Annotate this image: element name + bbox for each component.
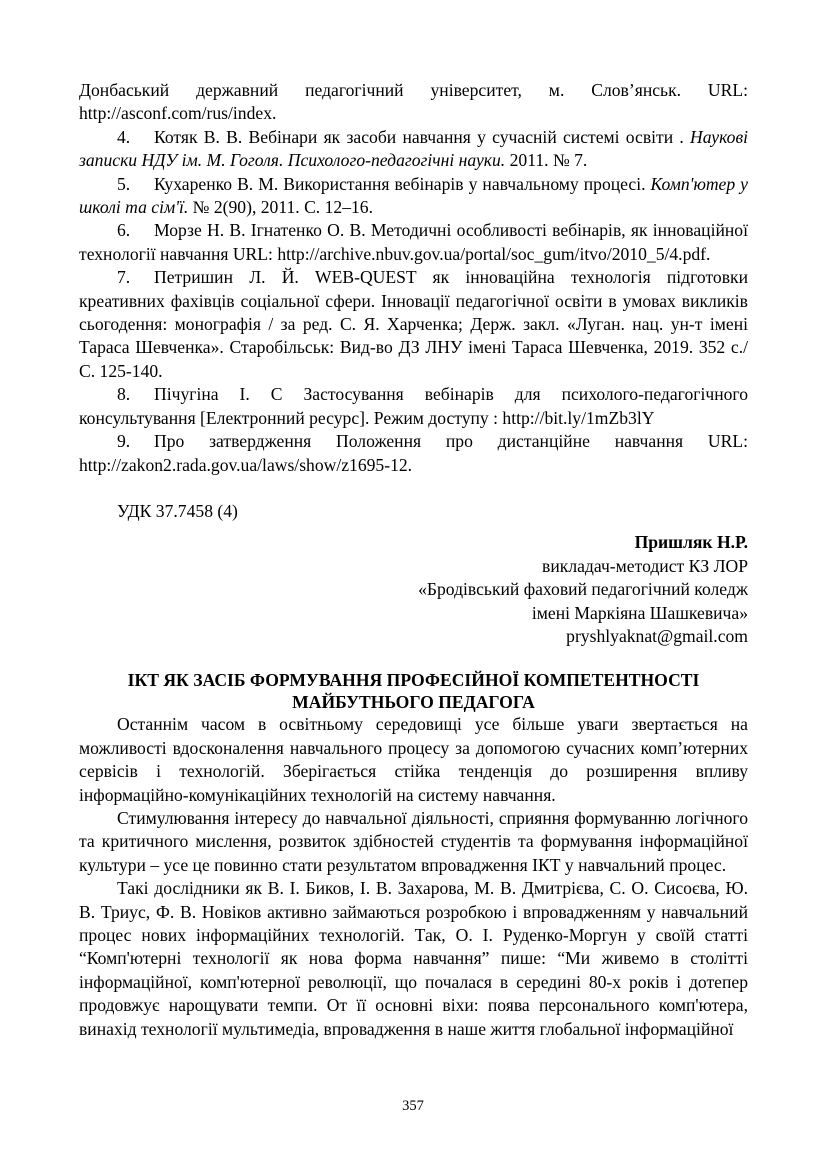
reference-6 [79, 219, 748, 266]
reference-text: Пічугіна І. С Застосування вебінарів для психолого-педагогічного консультування [Електронний ресурс]. Режим доступу : http://bit.ly/1mZb3lY [79, 384, 748, 428]
article-paragraph-3: Такі дослідники як В. І. Биков, І. В. Захарова, М. В. Дмитрієва, С. О. Сисоєва, Ю. В. Триус, Ф. В. Новіков активно займаються розробкою і впровадженням у навчальний процес нових інформаційних технологій. Так, О. І. Руденко-Моргун у своїй статті “Комп'ютерні технології як нова форма навчання” пише: “Ми живемо в столітті інформаційної, комп'ютерної революції, що почалася в середині 80-х років і дотепер продовжує нарощувати темпи. От її основні віхи: поява персонального комп'ютера, винахід технології мультимедіа, впровадження в наше життя глобальної інформаційної [79, 878, 748, 1039]
reference-5 [79, 173, 748, 220]
page-content [79, 79, 748, 1041]
reference-3-tail: Донбаський державний педагогічний університет, м. Слов’янськ. URL: http://asconf.com/rus/index. [79, 80, 748, 124]
reference-9 [79, 430, 748, 477]
author-institution-line-1: «Бродівський фаховий педагогічний коледж [418, 579, 748, 600]
reference-text: Котяк В. В. Вебінари як засоби навчання у сучасній системі освіти . [154, 126, 684, 147]
reference-number: 7. [117, 267, 131, 288]
udk-code: УДК 37.7458 (4) [117, 500, 238, 521]
reference-tail: № 2(90), 2011. С. 12–16. [188, 197, 373, 218]
reference-number: 8. [117, 384, 131, 405]
article-paragraph-1: Останнім часом в освітньому середовищі усе більше уваги звертається на можливості вдосконалення навчального процесу за допомогою сучасних комп’ютерних сервісів і технологій. Зберігається стійка тенденція до розширення впливу інформаційно-комунікаційних технологій на систему навчання. [79, 714, 748, 805]
reference-number: 9. [117, 431, 131, 452]
author-institution-line-2: імені Маркіяна Шашкевича» [531, 602, 748, 623]
reference-text: Про затвердження Положення про дистанційне навчання URL: http://zakon2.rada.gov.ua/laws/show/z1695-12. [79, 431, 748, 475]
reference-text: Кухаренко В. М. Використання вебінарів у навчальному процесі. [154, 173, 646, 194]
page-number: 357 [402, 1098, 424, 1114]
author-block [79, 531, 748, 648]
reference-number: 5. [117, 173, 131, 194]
reference-tail: 2011. № 7. [505, 150, 588, 171]
reference-7 [79, 266, 748, 383]
reference-number: 4. [117, 126, 131, 147]
author-name: Пришляк Н.Р. [634, 532, 748, 553]
author-email: pryshlyaknat@gmail.com [566, 625, 748, 646]
reference-source: Комп'ютер у школі та сім'ї. [79, 173, 748, 218]
author-position: викладач-методист КЗ ЛОР [542, 555, 748, 576]
article-title-line-2: МАЙБУТНЬОГО ПЕДАГОГА [292, 692, 535, 713]
reference-text: Петришин Л. Й. WEB-QUEST як інноваційна технологія підготовки креативних фахівців соціальної сфери. Інновації педагогічної освіти в умовах викликів сьогодення: монографія / за ред. С. Я. Харченка; Держ. закл. «Луган. нац. ун-т імені Тараса Шевченка». Старобільськ: Вид-во ДЗ ЛНУ імені Тараса Шевченка, 2019. 352 с./ С. 125-140. [79, 267, 748, 381]
reference-number: 6. [117, 220, 131, 241]
article-title-line-1: ІКТ ЯК ЗАСІБ ФОРМУВАННЯ ПРОФЕСІЙНОЇ КОМПЕТЕНТНОСТІ [127, 670, 700, 691]
reference-text: Морзе Н. В. Ігнатенко О. В. Методичні особливості вебінарів, як інноваційної технології навчання URL: http://archive.nbuv.gov.ua/portal/soc_gum/itvo/2010_5/4.pdf. [79, 220, 748, 264]
reference-4 [79, 126, 748, 173]
article-paragraph-2: Стимулювання інтересу до навчальної діяльності, сприяння формуванню логічного та критичного мислення, розвиток здібностей студентів та формування інформаційної культури – усе це повинно стати результатом впровадження ІКТ у навчальний процес. [79, 807, 748, 875]
reference-source: Наукові записки НДУ ім. М. Гоголя. Психолого-педагогічні науки. [79, 126, 748, 171]
article-title [79, 669, 748, 713]
reference-8 [79, 383, 748, 430]
